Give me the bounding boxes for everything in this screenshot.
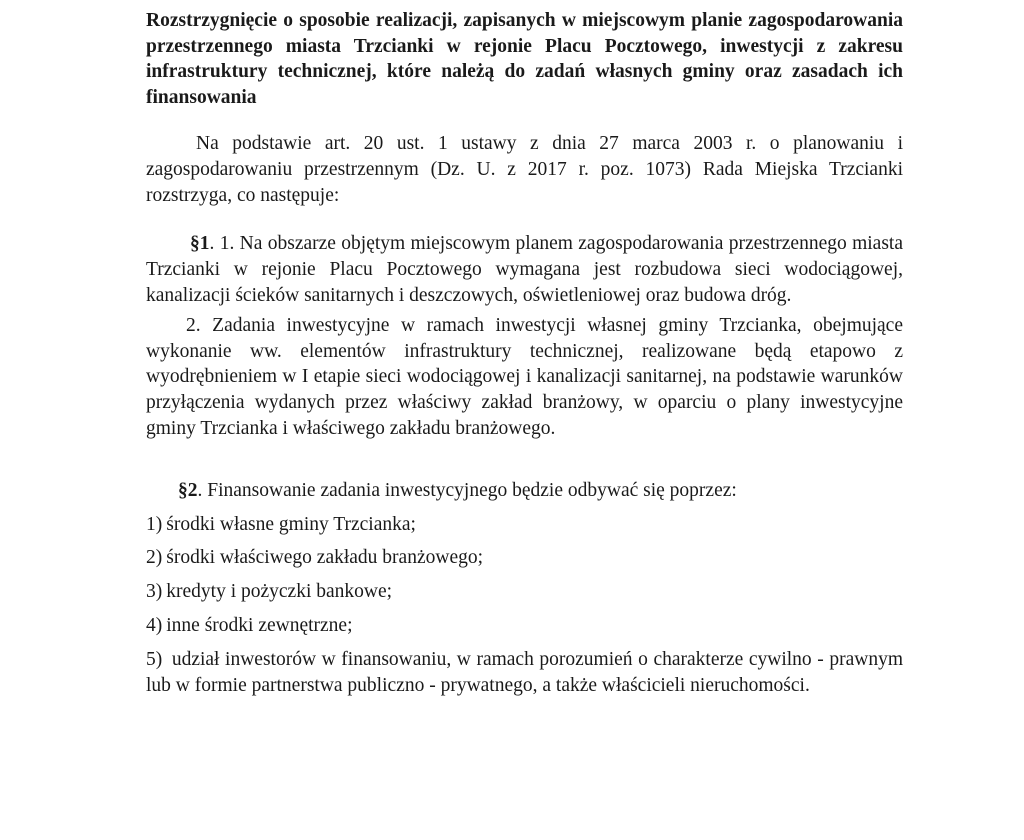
list-item (146, 647, 903, 699)
section-1-label: §1 (190, 233, 210, 255)
list-item (146, 512, 903, 538)
list-item-number: 1) (146, 513, 163, 535)
section-2-label: §2 (178, 479, 198, 501)
section-2-intro-text: . Finansowanie zadania inwestycyjnego będzie odbywać się poprzez: (197, 479, 737, 501)
document-title: Rozstrzygnięcie o sposobie realizacji, zapisanych w miejscowym planie zagospodarowania przestrzennego miasta Trzcianki w rejonie Placu Pocztowego, inwestycji z zakresu infrastruktury technicznej, które należą do zadań własnych gminy oraz zasadach ich finansowania (146, 10, 903, 108)
list-item-text: środki własne gminy Trzcianka; (166, 513, 416, 535)
section-1-paragraph-2: 2. Zadania inwestycyjne w ramach inwestycji własnej gminy Trzcianka, obejmujące wykonanie ww. elementów infrastruktury technicznej, realizowane będą etapowo z wyodrębnieniem w I etapie sieci wodociągowej i kanalizacji sanitarnej, na podstawie warunków przyłączenia wydanych przez właściwy zakład branżowy, w oparciu o plany inwestycyjne gminy Trzcianka i właściwego zakładu branżowego. (146, 314, 903, 439)
list-item-number: 2) (146, 547, 163, 569)
list-item-text: udział inwestorów w finansowaniu, w ramach porozumień o charakterze cywilno - prawnym lub w formie partnerstwa publiczno - prywatnego, a także właścicieli nieruchomości. (146, 648, 903, 696)
list-item (146, 545, 903, 571)
list-item (146, 579, 903, 605)
list-item-text: kredyty i pożyczki bankowe; (166, 581, 393, 603)
list-item-number: 3) (146, 581, 163, 603)
list-item-text: środki właściwego zakładu branżowego; (166, 547, 484, 569)
section-2-intro (146, 478, 903, 504)
list-item (146, 613, 903, 639)
list-item-number: 4) (146, 614, 163, 636)
list-item-number: 5) (146, 648, 163, 670)
financing-list (146, 512, 903, 699)
list-item-text: inne środki zewnętrzne; (166, 614, 353, 636)
section-1-paragraph-1-text: . 1. Na obszarze objętym miejscowym planem zagospodarowania przestrzennego miasta Trzcianki w rejonie Placu Pocztowego wymagana jest rozbudowa sieci wodociągowej, kanalizacji ścieków sanitarnych i deszczowych, oświetleniowej oraz budowa dróg. (146, 233, 903, 306)
section-1-paragraph-1 (146, 231, 903, 308)
preamble-paragraph: Na podstawie art. 20 ust. 1 ustawy z dnia 27 marca 2003 r. o planowaniu i zagospodarowaniu przestrzennym (Dz. U. z 2017 r. poz. 1073) Rada Miejska Trzcianki rozstrzyga, co następuje: (146, 133, 903, 206)
document-page (146, 8, 903, 706)
